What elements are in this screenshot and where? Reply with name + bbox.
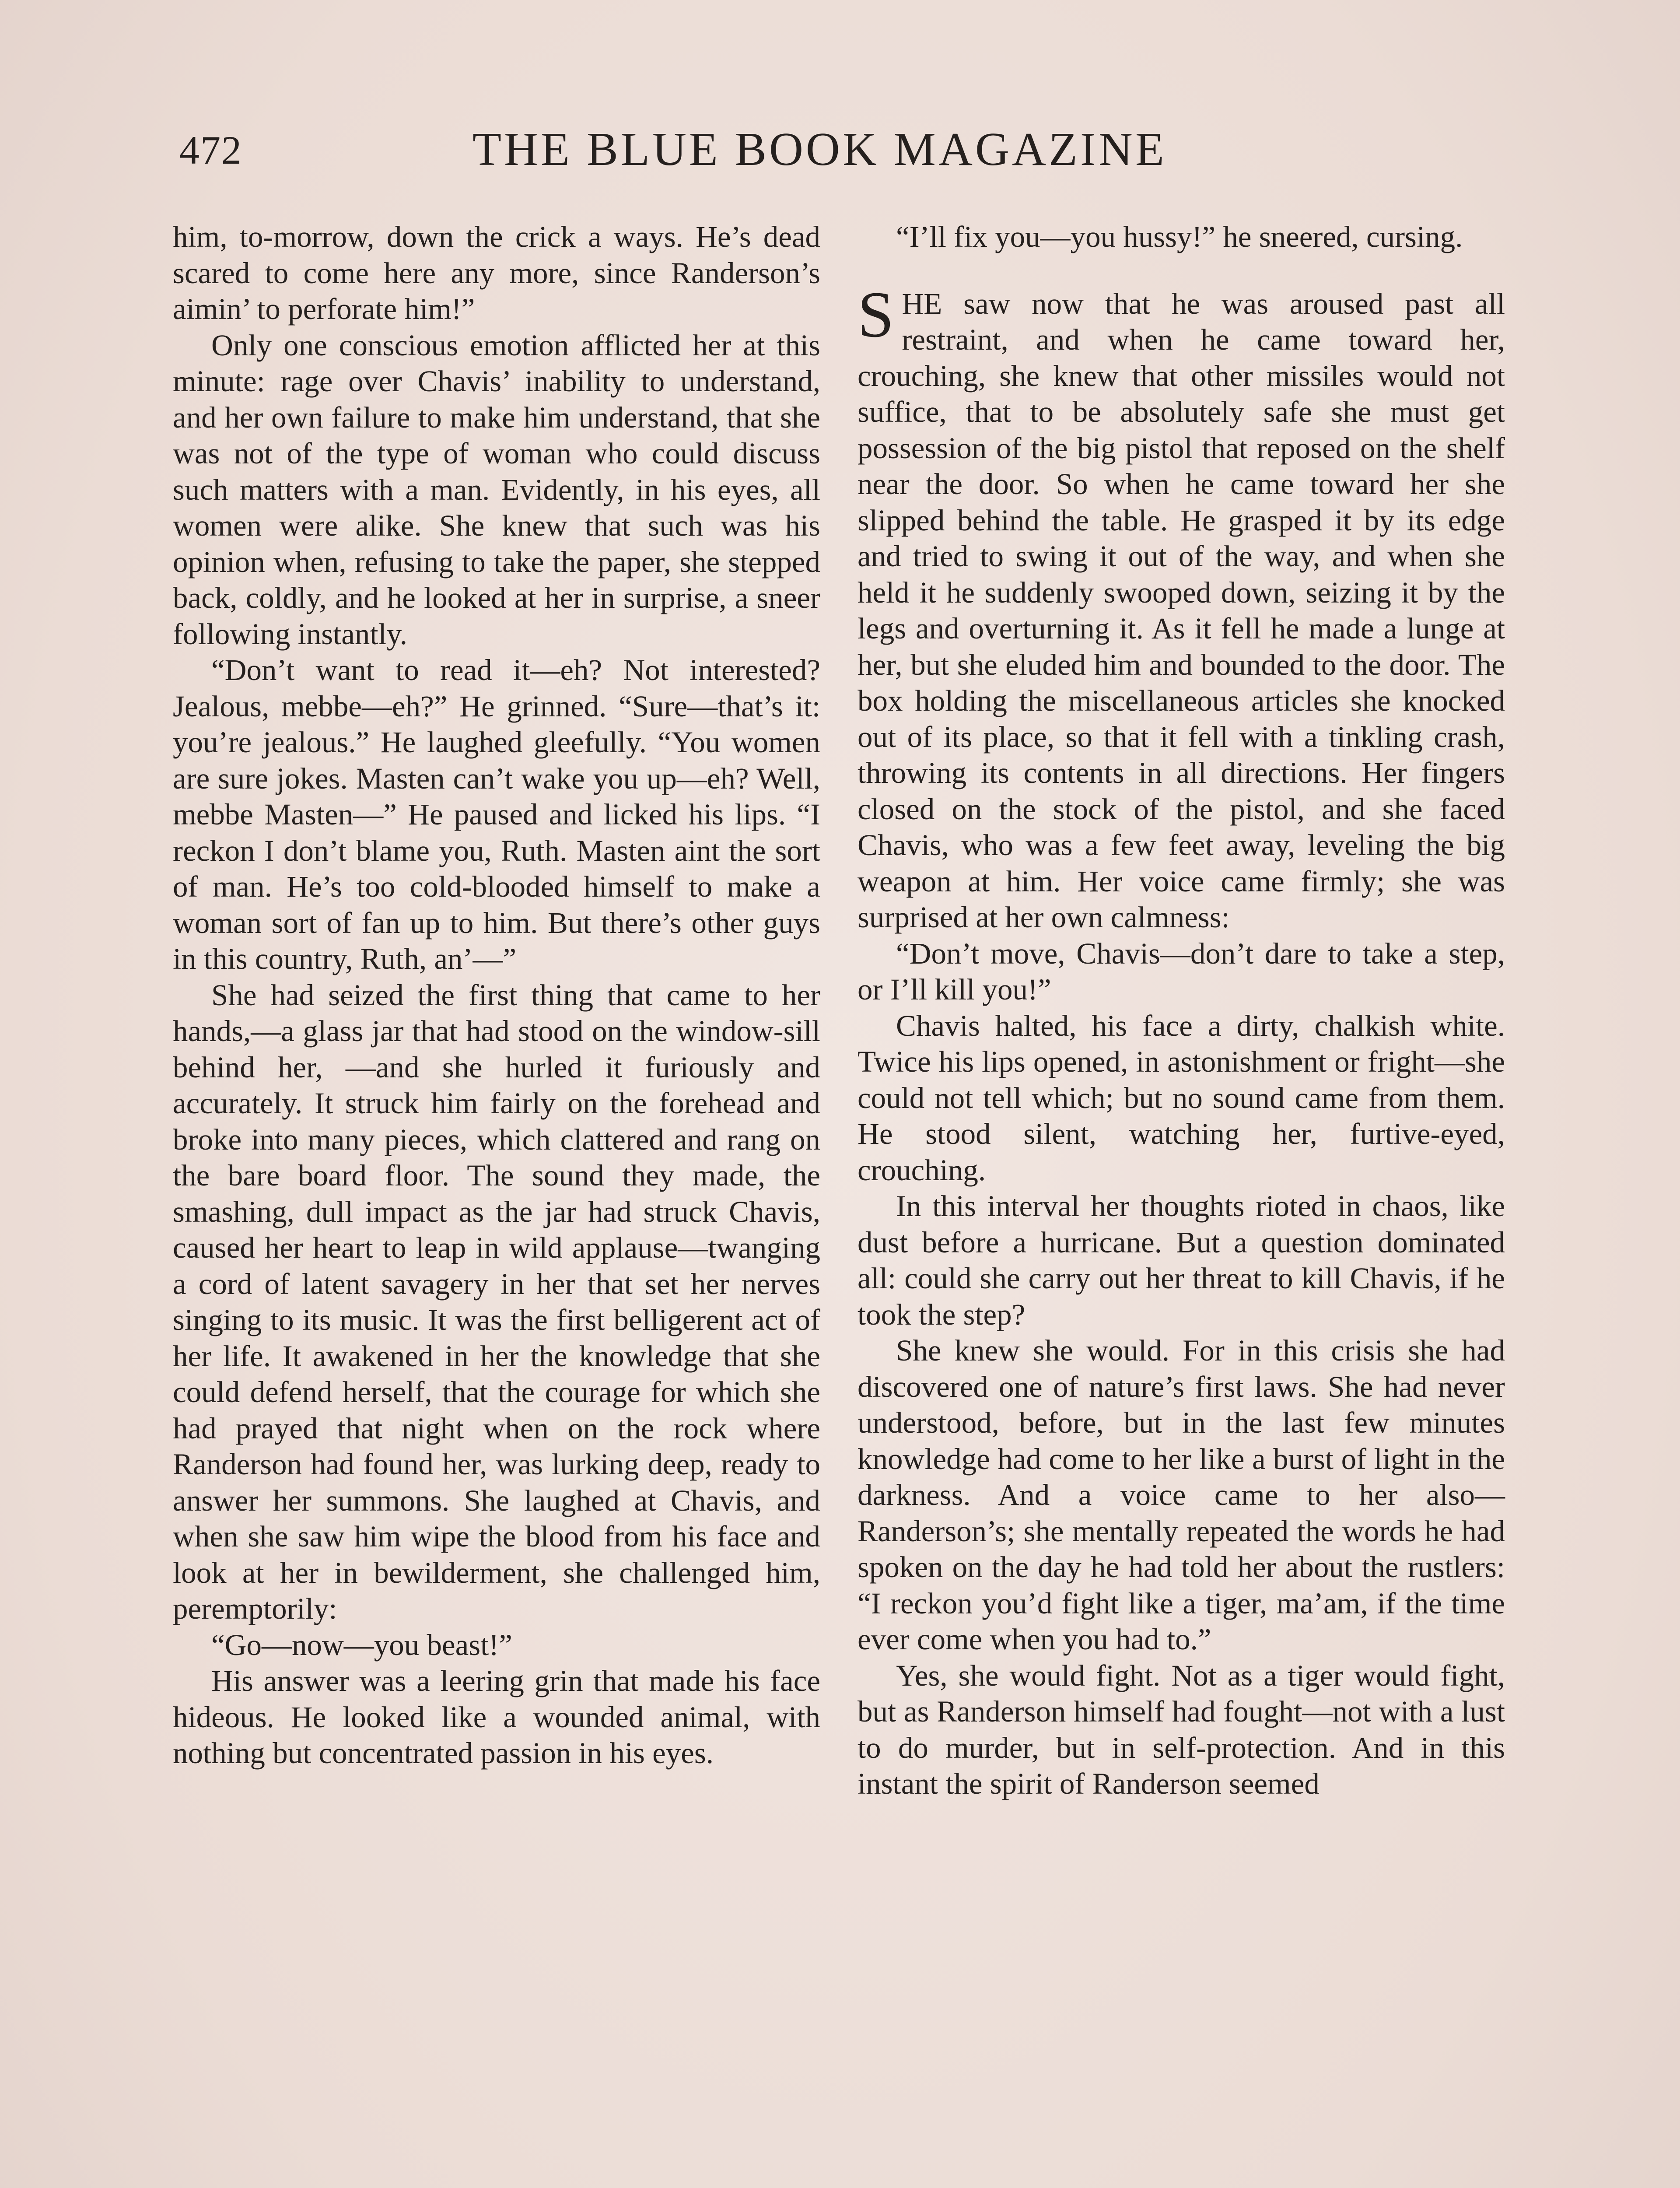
paragraph: She had seized the first thing that came to her hands,—a glass jar that had stood on the window-sill behind her, —and she hurled it furiously and accurately. It struck him fairly on the forehead and broke into many pieces, which clattered and rang on the bare board floor. The sound they made, the smashing, dull impact as the jar had struck Chavis, caused her heart to leap in wild applause—twanging a cord of latent savagery in her that set her nerves singing to its music. It was the first belligerent act of her life. It awakened in her the knowledge that she could defend herself, that the courage for which she had prayed that night when on the rock where Randerson had found her, was lurking deep, ready to answer her summons. She laughed at Chavis, and when she saw him wipe the blood from his face and look at her in bewilderment, she challenged him, peremptorily: <box>173 978 820 1625</box>
paragraph: “Don’t want to read it—eh? Not interested? Jealous, mebbe—eh?” He grinned. “Sure—that’s it: you’re jealous.” He laughed gleefully. “You women are sure jokes. Masten can’t wake you up—eh? Well, mebbe Masten—” He paused and licked his lips. “I reckon I don’t blame you, Ruth. Masten aint the sort of man. He’s too cold-blooded himself to make a woman sort of fan up to him. But there’s other guys in this country, Ruth, an’—” <box>173 653 820 975</box>
page-number: 472 <box>179 128 242 172</box>
right-column <box>858 219 1505 1802</box>
paragraph: She knew she would. For in this crisis she had discovered one of nature’s first laws. She had never understood, before, but in the last few minutes knowledge had come to her like a burst of light in the darkness. And a voice came to her also—Randerson’s; she mentally repeated the words he had spoken on the day he had told her about the rustlers: “I reckon you’d fight like a tiger, ma’am, if the time ever come when you had to.” <box>858 1334 1505 1656</box>
paragraph: Yes, she would fight. Not as a tiger would fight, but as Randerson himself had fought—not with a lust to do murder, but in self-protection. And in this instant the spirit of Randerson seemed <box>858 1659 1505 1800</box>
paragraph: “I’ll fix you—you hussy!” he sneered, cursing. <box>896 220 1463 253</box>
magazine-title: THE BLUE BOOK MAGAZINE <box>472 123 1167 175</box>
paragraph-text: HE saw now that he was aroused past all restraint, and when he came toward her, crouching, she knew that other missiles would not suffice, that to be absolutely safe she must get possession of the big pistol that reposed on the shelf near the door. So when he came toward her she slipped behind the table. He grasped it by its edge and tried to swing it out of the way, and when she held it he suddenly swooped down, seizing it by the legs and overturning it. As it fell he made a lunge at her, but she eluded him and bounded to the door. The box holding the miscellaneous articles she knocked out of its place, so that it fell with a tinkling crash, throwing its contents in all directions. Her fingers closed on the stock of the pistol, and she faced Chavis, who was a few feet away, leveling the big weapon at him. Her voice came firmly; she was surprised at her own calmness: <box>858 287 1505 934</box>
paragraph: “Don’t move, Chavis—don’t dare to take a step, or I’ll kill you!” <box>858 936 1505 1006</box>
paragraph: Only one conscious emotion afflicted her at this minute: rage over Chavis’ inability to understand, and her own failure to make him understand, that she was not of the type of woman who could discuss such matters with a man. Evidently, in his eyes, all women were alike. She knew that such was his opinion when, refusing to take the paper, she stepped back, coldly, and he looked at her in surprise, a sneer following instantly. <box>173 328 820 651</box>
drop-cap: S <box>858 278 894 351</box>
section-start-paragraph <box>858 278 1505 936</box>
left-column <box>173 219 820 1771</box>
paragraph: In this interval her thoughts rioted in chaos, like dust before a hurricane. But a question dominated all: could she carry out her threat to kill Chavis, if he took the step? <box>858 1189 1505 1331</box>
page-header <box>179 118 1496 188</box>
paragraph: “Go—now—you beast!” <box>211 1628 512 1662</box>
paragraph: him, to-morrow, down the crick a ways. He’s dead scared to come here any more, since Randerson’s aimin’ to perforate him!” <box>173 220 820 326</box>
paragraph: His answer was a leering grin that made his face hideous. He looked like a wounded animal, with nothing but concentrated passion in his eyes. <box>173 1664 820 1770</box>
paragraph: Chavis halted, his face a dirty, chalkish white. Twice his lips opened, in astonishment or fright—she could not tell which; but no sound came from them. He stood silent, watching her, furtive-eyed, crouching. <box>858 1009 1505 1187</box>
